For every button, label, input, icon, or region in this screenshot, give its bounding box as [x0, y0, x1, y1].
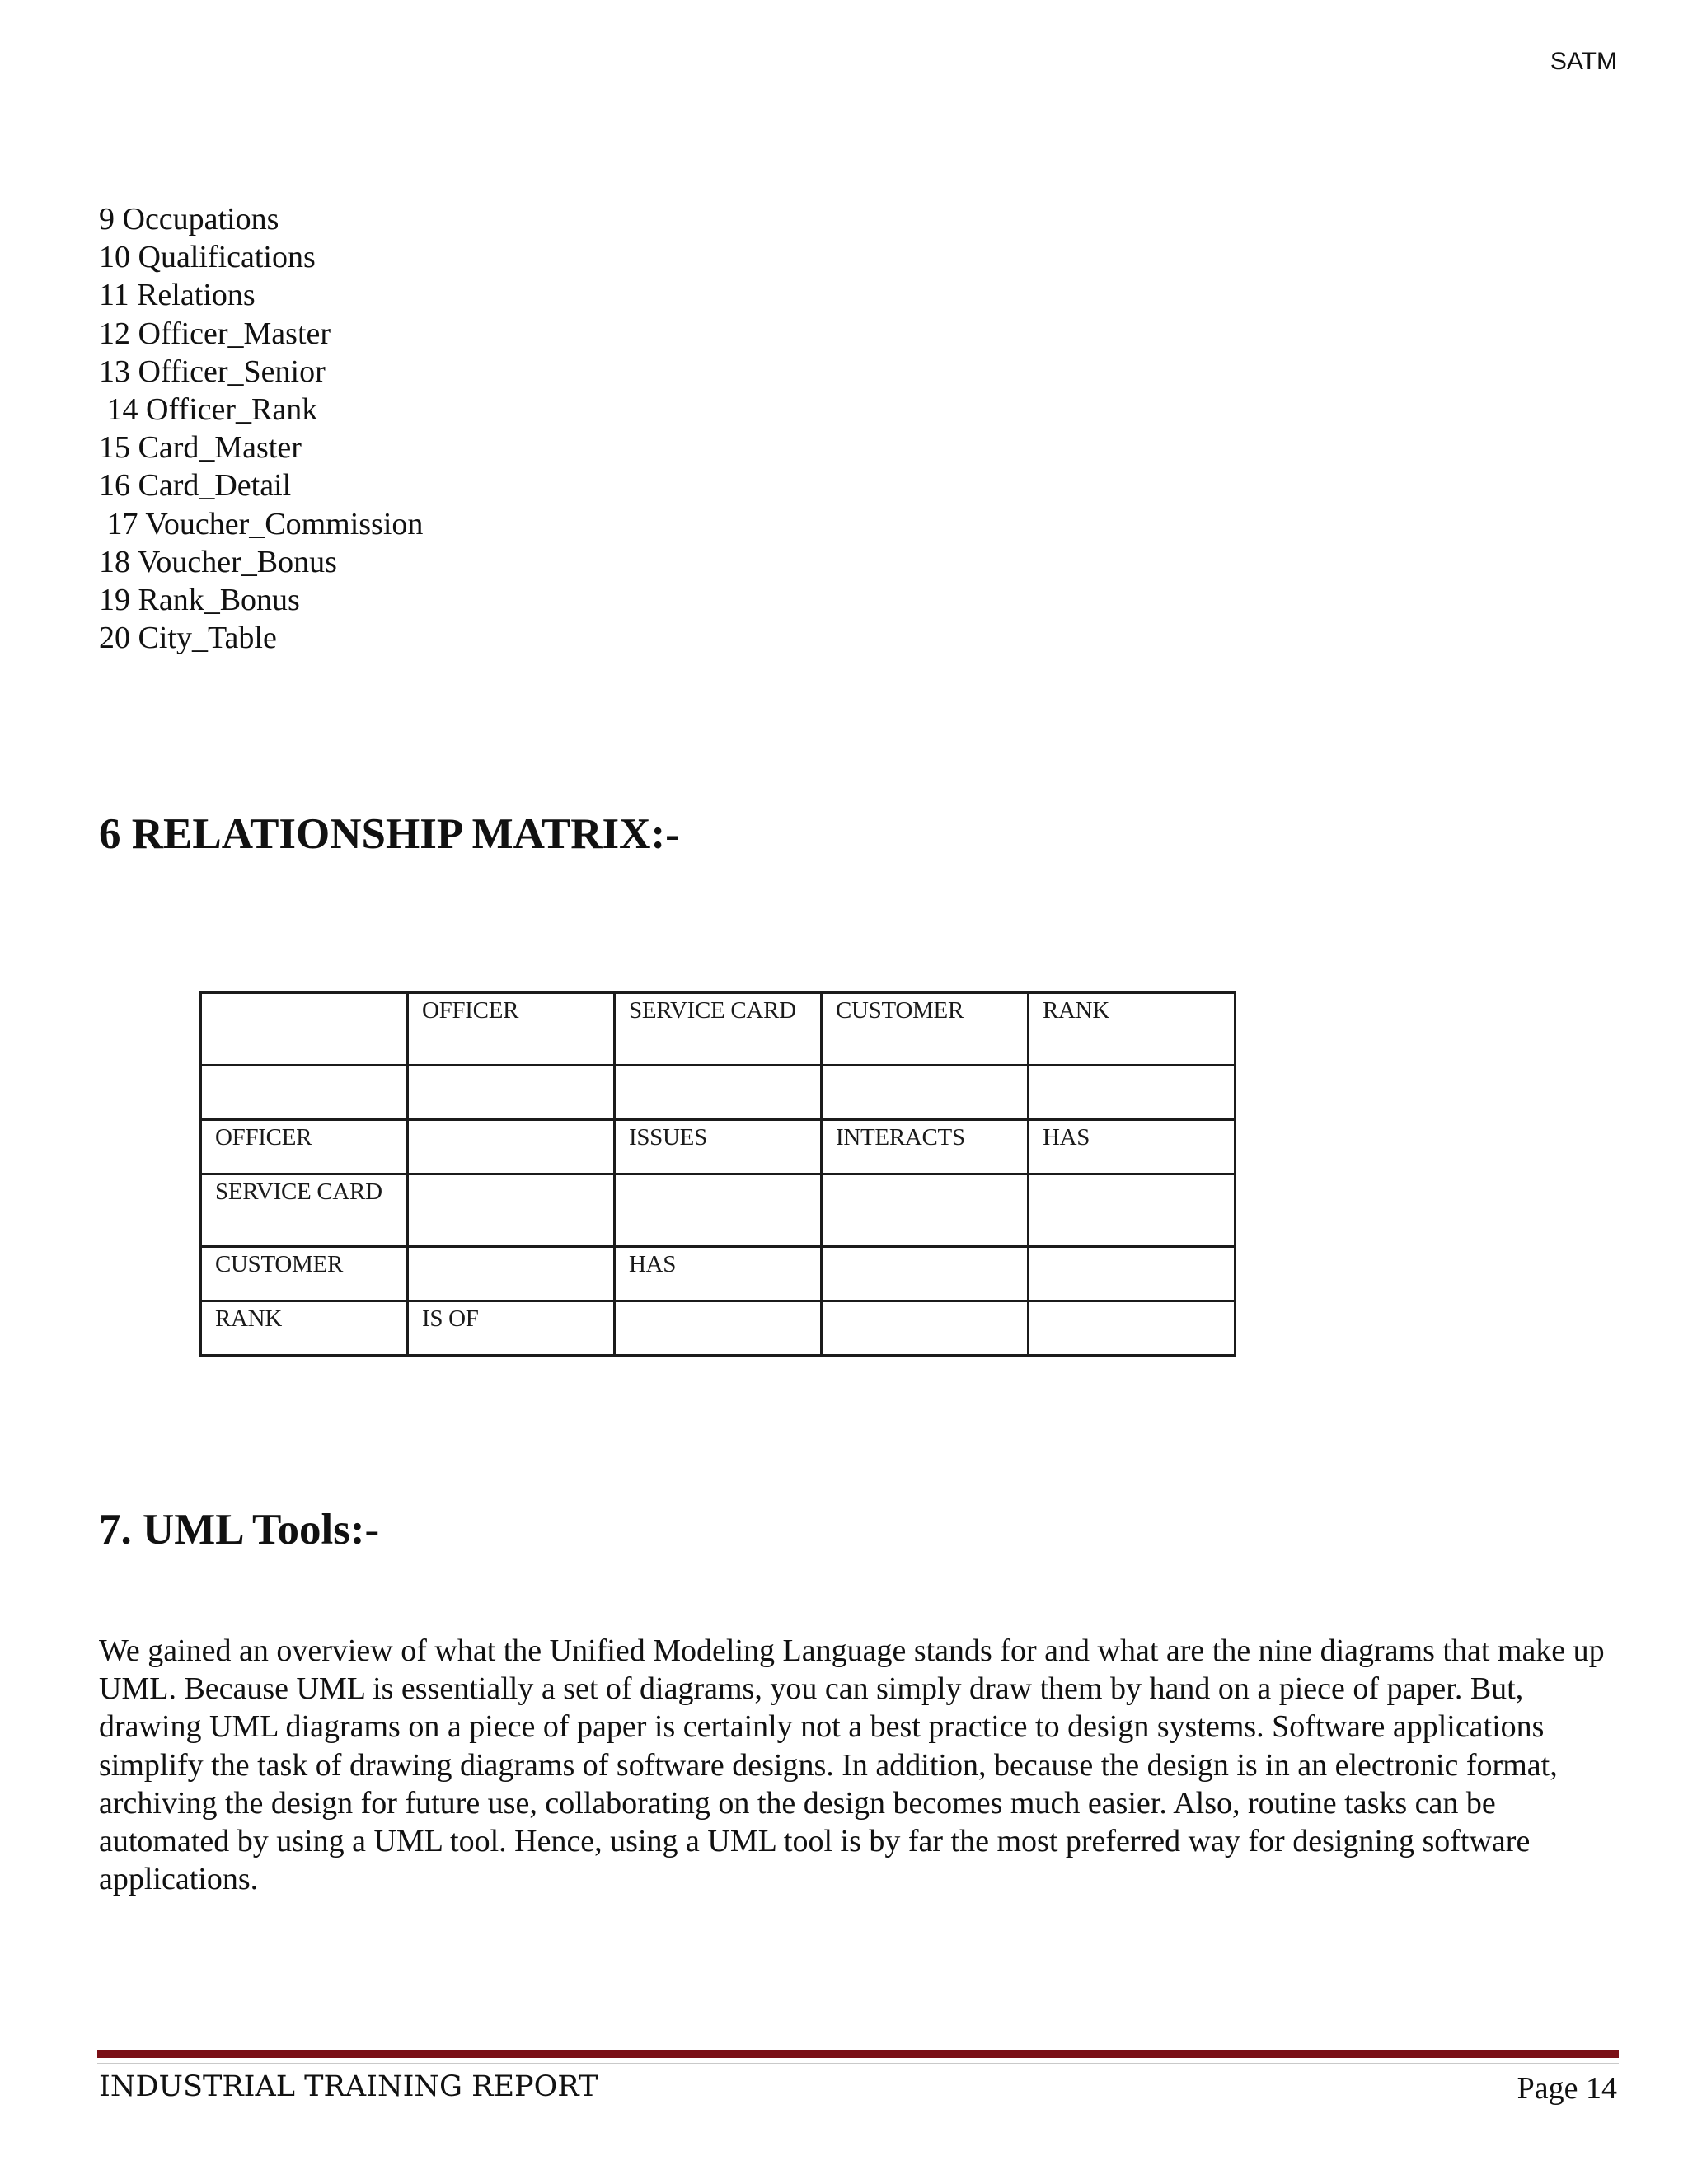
table-row	[201, 1120, 1236, 1174]
list-item: 11 Relations	[99, 278, 256, 313]
list-item: 14 Officer_Rank	[99, 392, 318, 428]
table-cell	[1029, 1174, 1236, 1247]
list-item: 19 Rank_Bonus	[99, 583, 300, 618]
table-cell	[1029, 1247, 1236, 1301]
list-item: 20 City_Table	[99, 621, 277, 656]
table-cell: IS OF	[408, 1301, 615, 1356]
table-cell	[822, 1247, 1029, 1301]
relationship-matrix-table	[199, 991, 1236, 1357]
uml-tools-paragraph: We gained an overview of what the Unified Modeling Language stands for and what are the nine diagrams that make up UML. Because UML is essentially a set of diagrams, you can simply draw them by hand on a piece of paper. But, drawing UML diagrams on a piece of paper is certainly not a best practice to design systems. Software applications simplify the task of drawing diagrams of software designs. In addition, because the design is in an electronic format, archiving the design for future use, collaborating on the design becomes much easier. Also, routine tasks can be automated by using a UML tool. Hence, using a UML tool is by far the most preferred way for designing software applications.	[99, 1633, 1605, 1897]
list-item: 9 Occupations	[99, 202, 279, 237]
table-cell	[408, 1066, 615, 1120]
table-cell	[408, 1247, 615, 1301]
table-cell	[615, 1174, 822, 1247]
table-cell: HAS	[615, 1247, 822, 1301]
list-item: 16 Card_Detail	[99, 468, 292, 504]
table-row	[201, 1301, 1236, 1356]
table-cell	[1029, 1301, 1236, 1356]
table-row	[201, 993, 1236, 1066]
table-cell: CUSTOMER	[822, 993, 1029, 1066]
table-cell: RANK	[1029, 993, 1236, 1066]
list-item: 10 Qualifications	[99, 240, 316, 275]
page-number: Page 14	[1517, 2071, 1617, 2106]
table-cell: SERVICE CARD	[615, 993, 822, 1066]
table-cell: RANK	[201, 1301, 408, 1356]
table-cell: INTERACTS	[822, 1120, 1029, 1174]
footer-divider-thin	[97, 2063, 1619, 2064]
list-item: 18 Voucher_Bonus	[99, 544, 337, 579]
list-item: 17 Voucher_Commission	[99, 506, 424, 541]
table-cell	[201, 993, 408, 1066]
table-cell: OFFICER	[201, 1120, 408, 1174]
table-row	[201, 1066, 1236, 1120]
table-cell	[201, 1066, 408, 1120]
table-cell: OFFICER	[408, 993, 615, 1066]
list-item: 13 Officer_Senior	[99, 354, 326, 389]
table-row	[201, 1247, 1236, 1301]
uml-tools-heading: 7. UML Tools:-	[99, 1506, 380, 1554]
list-item: 12 Officer_Master	[99, 316, 331, 351]
table-cell	[615, 1066, 822, 1120]
table-list	[99, 200, 423, 657]
relationship-matrix-heading: 6 RELATIONSHIP MATRIX:-	[99, 810, 680, 858]
table-cell	[822, 1301, 1029, 1356]
table-cell	[822, 1066, 1029, 1120]
table-cell	[408, 1120, 615, 1174]
table-cell	[1029, 1066, 1236, 1120]
table-cell	[615, 1301, 822, 1356]
table-row	[201, 1174, 1236, 1247]
header-org: SATM	[1550, 48, 1617, 75]
footer-divider	[97, 2050, 1619, 2058]
table-cell: ISSUES	[615, 1120, 822, 1174]
table-cell: CUSTOMER	[201, 1247, 408, 1301]
table-cell	[822, 1174, 1029, 1247]
table-cell: HAS	[1029, 1120, 1236, 1174]
list-item: 15 Card_Master	[99, 430, 302, 466]
table-cell	[408, 1174, 615, 1247]
footer-report-title: INDUSTRIAL TRAINING REPORT	[99, 2070, 598, 2103]
table-cell: SERVICE CARD	[201, 1174, 408, 1247]
